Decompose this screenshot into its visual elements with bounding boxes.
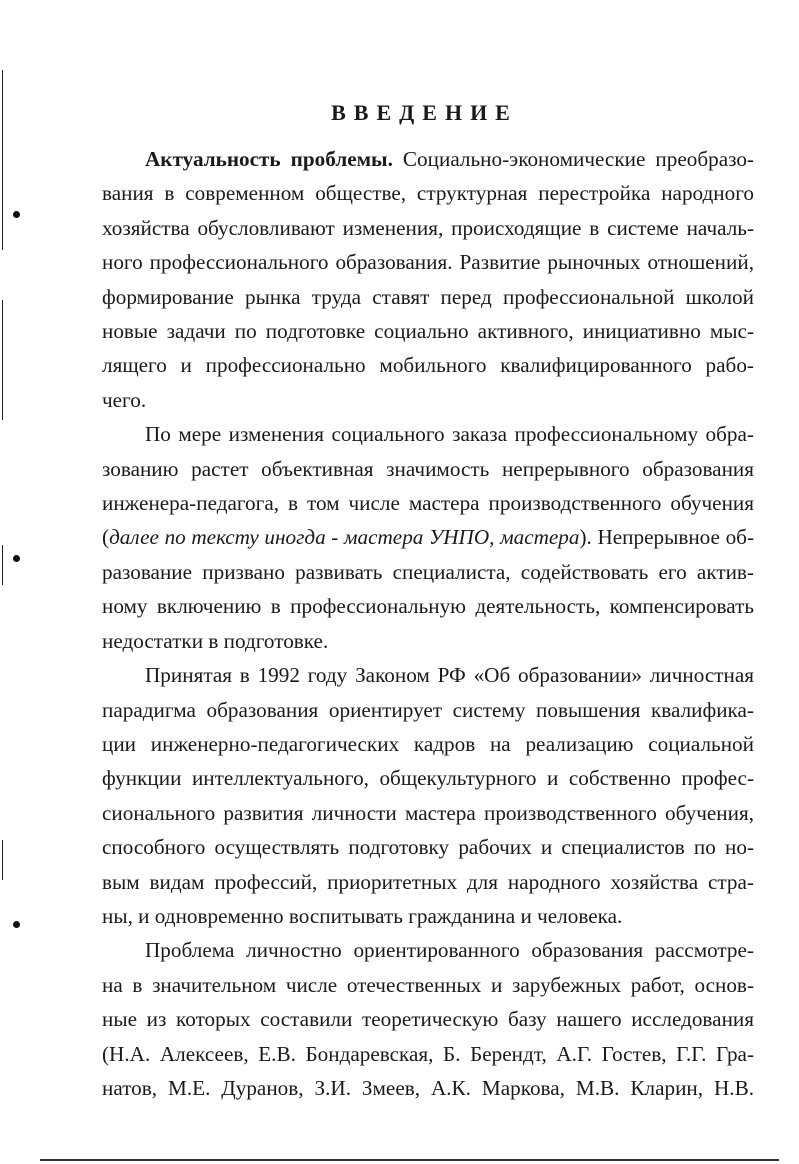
body-text	[102, 142, 754, 1105]
text-line: функции интеллектуального, общекультурного и собственно профес-	[102, 766, 754, 791]
scan-binding-edge	[0, 0, 30, 1164]
text-line: зованию растет объективная значимость непрерывного образования	[102, 456, 754, 481]
text-line: ного профессионального образования. Развитие рыночных отношений,	[102, 250, 754, 275]
text-line: парадигма образования ориентирует систему повышения квалифика-	[102, 697, 754, 722]
page-title: ВВЕДЕНИЕ	[331, 100, 518, 125]
text-line: формирование рынка труда ставят перед профессиональной школой	[102, 284, 754, 309]
text-line: ному включению в профессиональную деятельность, компенсировать	[102, 594, 754, 619]
paragraph-law	[102, 658, 754, 933]
binding-line	[2, 545, 3, 585]
binding-line	[2, 70, 3, 250]
text-line: ны, и одновременно воспитывать гражданина и человека.	[102, 903, 623, 928]
italic-note: далее по тексту иногда - мастера УНПО, мастера	[109, 525, 580, 550]
binding-line	[2, 300, 3, 420]
text-fragment: ). Непрерывное об-	[579, 525, 754, 550]
text-line	[102, 520, 754, 554]
text-line: Социально-экономические преобразо-	[392, 147, 754, 171]
text-line: натов, М.Е. Дуранов, З.И. Змеев, А.К. Маркова, М.В. Кларин, Н.В.	[102, 1075, 754, 1100]
binding-line	[2, 840, 3, 880]
bottom-edge-rule	[40, 1159, 779, 1161]
paragraph-lead: Актуальность проблемы.	[145, 147, 393, 171]
text-line: на в значительном числе отечественных и зарубежных работ, основ-	[102, 972, 754, 997]
text-line: ции инженерно-педагогических кадров на реализацию социальной	[102, 731, 754, 756]
text-line: сионального развития личности мастера производственного обучения,	[102, 800, 754, 825]
punch-hole-mark	[13, 555, 20, 562]
punch-hole-mark	[13, 211, 20, 218]
punch-hole-mark	[13, 921, 20, 928]
text-line: новые задачи по подготовке социально активного, инициативно мыс-	[102, 319, 754, 344]
text-line: лящего и профессионально мобильного квалифицированного рабо-	[102, 353, 754, 378]
text-line: Проблема личностно ориентированного образования рассмотре-	[145, 938, 754, 963]
text-line: (Н.А. Алексеев, Е.В. Бондаревская, Б. Берендт, А.Г. Гостев, Г.Г. Гра-	[102, 1041, 754, 1066]
paragraph-relevance	[102, 142, 754, 417]
text-line: По мере изменения социального заказа профессиональному обра-	[145, 422, 754, 447]
paragraph-continuous-education	[102, 417, 754, 658]
text-line: разование призвано развивать специалиста, содействовать его актив-	[102, 559, 754, 584]
text-line: Принятая в 1992 году Законом РФ «Об образовании» личностная	[145, 663, 754, 688]
text-line: хозяйства обусловливают изменения, происходящие в системе началь-	[102, 215, 754, 240]
text-line: способного осуществлять подготовку рабочих и специалистов по но-	[102, 835, 754, 860]
text-line: ные из которых составили теоретическую базу нашего исследования	[102, 1007, 754, 1032]
text-fragment: (	[102, 525, 110, 550]
paragraph-problem	[102, 933, 754, 1105]
text-line: вым видам профессий, приоритетных для народного хозяйства стра-	[102, 869, 754, 894]
text-line: вания в современном обществе, структурная перестройка народного	[102, 181, 754, 206]
text-line: недостатки в подготовке.	[102, 628, 329, 653]
text-line: инженера-педагога, в том числе мастера производственного обучения	[102, 491, 754, 516]
text-line: чего.	[102, 387, 147, 412]
